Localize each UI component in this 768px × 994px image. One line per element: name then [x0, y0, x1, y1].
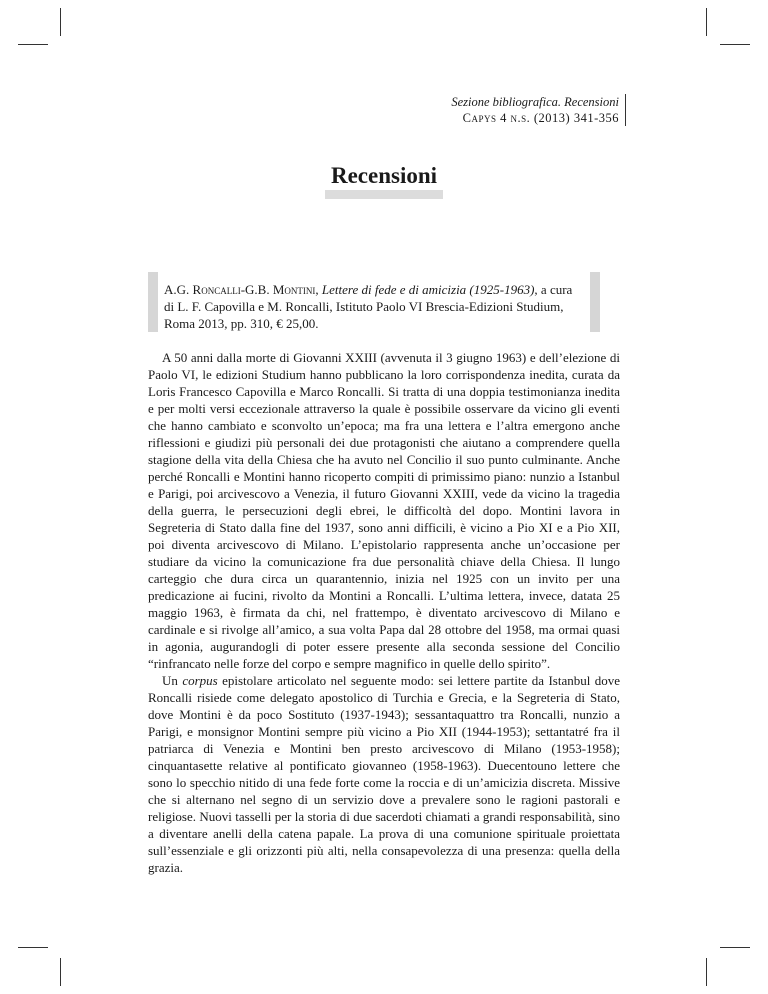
section-label: Sezione bibliografica. Recensioni [451, 95, 619, 109]
paragraph-2-start: Un [162, 673, 183, 688]
review-body [148, 349, 620, 876]
paragraph-2-rest: epistolare articolato nel seguente modo: sei lettere partite da Istanbul dove Roncalli risiede come delegato apostolico di Turchia e Grecia, e la Segreteria di Stato, dove Montini è da poco Sostituto (1937-1943); sessantaquattro tra Roncalli, nunzio a Parigi, e monsignor Montini sempre più vicino a Pio XII (1944-1953); settantatré fra il patriarca di Venezia e Montini ben presto arcivescovo di Milano (1953-1958); cinquantasette relative al pontificato giovanneo (1958-1963). Duecentouno lettere che sono lo specchio nitido di una fede forte come la roccia e di un’amicizia discreta. Missive che si alternano nel segno di un servizio dove a prevalere sono le ragioni pastorali e religiose. Nuovi tasselli per la storia di due sacerdoti chiamati a grandi responsabilità, sino a diventare anelli della catena papale. La prova di una comunione spirituale proiettata sull’essenziale e gli orizzonti più alti, nella consapevolezza di una presenza: quella della grazia. [148, 673, 621, 875]
crop-mark-bottom-left-h [18, 947, 48, 948]
paragraph-2 [148, 672, 620, 876]
reference-text [164, 281, 584, 332]
crop-mark-bottom-right-h [720, 947, 750, 948]
reference-separator: , [315, 282, 322, 297]
paragraph-1: A 50 anni dalla morte di Giovanni XXIII (avvenuta il 3 giugno 1963) e dell’elezione di Paolo VI, le edizioni Studium hanno pubblicano la loro corrispondenza inedita, curata da Loris Francesco Capovilla e Marco Roncalli. Si tratta di una doppia testimonianza inedita e per molti versi eccezionale attraverso la quale è possibile osservare da vicino gli eventi che hanno cambiato e sconvolto un’epoca; ma fra una lettera e l’altra emergono anche riflessioni e giudizi più personali dei due protagonisti che aiutano a comprendere quella stagione della vita della Chiesa che ha avuto nel Concilio il suo punto culminante. Anche perché Roncalli e Montini hanno ricoperto compiti di primissimo piano: nunzio a Istanbul e Parigi, poi arcivescovo a Venezia, il futuro Giovanni XXIII, vede da vicino la tragedia della guerra, le persecuzioni degli ebrei, le difficoltà del dopo. Montini lavora in Segreteria di Stato dalla fine del 1937, sono anni difficili, è vicino a Pio XI e a Pio XII, poi diventa arcivescovo di Milano. L’epistolario rappresenta anche un’occasione per studiare da vicino la comunicazione fra due personalità chiave della Chiesa. Il lungo carteggio che dura circa un quarantennio, inizia nel 1925 con un invito per una predicazione ai fucini, rivolto da Montini a Roncalli. L’ultima lettera, invece, datata 25 maggio 1963, è firmata da chi, nel frattempo, è diventato arcivescovo di Milano e cardinale e si rivolge all’amico, a sua volta Papa dal 28 ottobre del 1958, ma ormai quasi in agonia, augurandogli di poter essere presente alla seconda sessione del Concilio “rinfrancato nelle forze del corpo e sempre magnifico in quelle dello spirito”. [148, 350, 620, 671]
reference-book-title: Lettere di fede e di amicizia (1925-1963) [321, 282, 535, 297]
crop-mark-top-right-h [720, 44, 750, 45]
reference-bar-left [148, 272, 158, 332]
crop-mark-top-left-v [60, 8, 61, 36]
crop-mark-bottom-left-v [60, 958, 61, 986]
crop-mark-top-right-v [706, 8, 707, 36]
crop-mark-bottom-right-v [706, 958, 707, 986]
reference-bar-right [590, 272, 600, 332]
reference-details: , a cura di L. F. Capovilla e M. Roncalli, Istituto Paolo VI Brescia-Edizioni Studium, Roma 2013, pp. 310, € 25,00. [164, 282, 573, 331]
title-block [0, 162, 768, 199]
crop-mark-top-left-h [18, 44, 48, 45]
book-reference [148, 272, 600, 332]
reference-authors: A.G. Roncalli-G.B. Montini [164, 282, 316, 297]
running-head [451, 94, 626, 126]
paragraph-2-italic: corpus [182, 673, 218, 688]
page-title: Recensioni [325, 162, 443, 199]
journal-citation: Capys 4 n.s. (2013) 341-356 [462, 111, 619, 125]
